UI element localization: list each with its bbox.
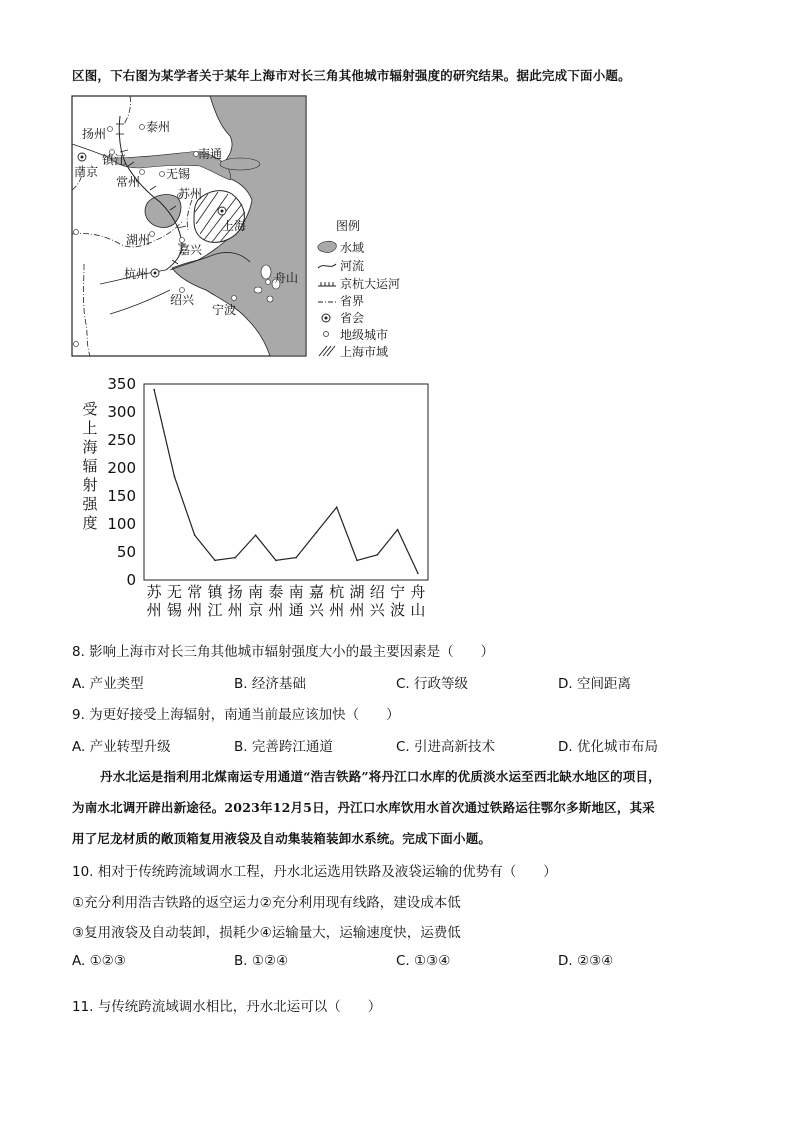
y-tick-label: 150 xyxy=(107,487,136,505)
map-label-jiaxing: 嘉兴 xyxy=(178,243,203,257)
q9-option-a[interactable]: A. 产业转型升级 xyxy=(72,739,171,755)
q10-stem: 10. 相对于传统跨流域调水工程，丹水北运选用铁路及液袋运输的优势有（ ） xyxy=(72,864,557,880)
q11-stem: 11. 与传统跨流域调水相比，丹水北运可以（ ） xyxy=(72,999,382,1015)
y-tick-label: 250 xyxy=(107,431,136,449)
map-label-ningbo: 宁波 xyxy=(212,303,237,317)
legend-river: 河流 xyxy=(340,259,365,273)
q10-option-d[interactable]: D. ②③④ xyxy=(558,953,614,969)
legend-shanghai: 上海市域 xyxy=(340,345,389,358)
radiation-intensity-chart xyxy=(70,378,440,624)
map-label-taizhou: 泰州 xyxy=(146,120,171,134)
q10-option-a[interactable]: A. ①②③ xyxy=(72,953,126,969)
map-label-hangzhou: 杭州 xyxy=(124,267,149,281)
y-tick-label: 0 xyxy=(126,571,136,589)
x-tick-label: 南京 xyxy=(248,583,264,619)
x-tick-label: 泰州 xyxy=(268,583,284,619)
x-tick-label: 南通 xyxy=(288,583,304,619)
series-line xyxy=(154,390,418,574)
intro-text: 区图，下右图为某学者关于某年上海市对长三角其他城市辐射强度的研究结果。据此完成下面小题。 xyxy=(72,68,631,83)
map-label-zhoushan: 舟山 xyxy=(274,271,299,285)
y-label-char: 海 xyxy=(82,438,98,456)
q8-option-d[interactable]: D. 空间距离 xyxy=(558,676,631,692)
x-tick-label: 宁波 xyxy=(390,583,406,619)
x-tick-label: 湖州 xyxy=(349,583,365,619)
q8-option-c[interactable]: C. 行政等级 xyxy=(396,676,469,692)
map-legend xyxy=(318,218,400,358)
legend-water: 水域 xyxy=(340,241,365,255)
map-label-yangzhou: 扬州 xyxy=(82,127,107,141)
x-tick-label: 苏州 xyxy=(146,583,162,619)
map-label-shanghai: 上海 xyxy=(222,219,247,233)
data-point-扬州 xyxy=(234,557,236,559)
q8-stem: 8. 影响上海市对长三角其他城市辐射强度大小的最主要因素是（ ） xyxy=(72,644,495,660)
x-tick-label: 镇江 xyxy=(207,583,223,619)
x-tick-label: 常州 xyxy=(187,583,203,619)
map-label-shaoxing: 绍兴 xyxy=(170,293,195,307)
q8-option-b[interactable]: B. 经济基础 xyxy=(234,676,306,692)
x-tick-label: 舟山 xyxy=(410,583,426,619)
map-label-suzhou: 苏州 xyxy=(178,187,203,201)
q9-stem: 9. 为更好接受上海辐射，南通当前最应该加快（ ） xyxy=(72,707,400,723)
data-point-湖州 xyxy=(356,560,358,562)
y-label-char: 强 xyxy=(82,495,98,513)
y-tick-label: 200 xyxy=(107,459,136,477)
legend-canal: 京杭大运河 xyxy=(340,277,401,291)
map-label-wuxi: 无锡 xyxy=(166,167,191,181)
y-label-char: 辐 xyxy=(82,457,98,475)
y-tick-label: 300 xyxy=(107,403,136,421)
y-label-char: 度 xyxy=(82,514,98,532)
y-tick-label: 50 xyxy=(116,543,136,561)
data-point-镇江 xyxy=(214,560,216,562)
data-point-泰州 xyxy=(275,560,277,562)
q10-item-line-1: ①充分利用浩吉铁路的返空运力②充分利用现有线路，建设成本低 xyxy=(72,895,461,911)
data-point-宁波 xyxy=(397,529,399,531)
passage-line-2: 为南水北调开辟出新途径。2023年12月5日，丹江口水库饮用水首次通过铁路运往鄂尔多斯地区，其采 xyxy=(72,800,655,815)
legend-capital: 省会 xyxy=(340,311,365,325)
data-point-嘉兴 xyxy=(316,532,318,534)
map-label-nanjing: 南京 xyxy=(74,165,99,179)
legend-title: 图例 xyxy=(336,219,361,233)
q8-option-a[interactable]: A. 产业类型 xyxy=(72,676,144,692)
q10-option-c[interactable]: C. ①③④ xyxy=(396,953,451,969)
x-tick-label: 杭州 xyxy=(329,583,345,619)
map-label-huzhou: 湖州 xyxy=(126,233,151,247)
data-point-无锡 xyxy=(174,476,176,478)
x-tick-label: 绍兴 xyxy=(369,583,385,619)
data-point-舟山 xyxy=(417,572,419,574)
yangtze-delta-map xyxy=(70,94,410,358)
data-point-常州 xyxy=(194,534,196,536)
q10-option-b[interactable]: B. ①②④ xyxy=(234,953,289,969)
x-tick-label: 扬州 xyxy=(227,583,243,619)
map-label-nantong: 南通 xyxy=(198,147,223,161)
passage-line-1: 丹水北运是指利用北煤南运专用通道“浩吉铁路”将丹江口水库的优质淡水运至西北缺水地区的项目， xyxy=(100,769,661,784)
y-label-char: 受 xyxy=(82,400,98,418)
q9-option-b[interactable]: B. 完善跨江通道 xyxy=(234,739,333,755)
q9-option-c[interactable]: C. 引进高新技术 xyxy=(396,739,496,755)
data-point-苏州 xyxy=(153,389,155,391)
map-label-zhenjiang: 镇江 xyxy=(102,153,127,167)
y-tick-label: 100 xyxy=(107,515,136,533)
q9-option-d[interactable]: D. 优化城市布局 xyxy=(558,739,658,755)
y-label-char: 上 xyxy=(82,419,98,437)
legend-border: 省界 xyxy=(340,294,365,308)
x-tick-label: 嘉兴 xyxy=(308,583,324,619)
plot-area xyxy=(144,384,428,580)
q10-item-line-2: ③复用液袋及自动装卸，损耗少④运输量大，运输速度快，运费低 xyxy=(72,925,461,941)
data-point-南京 xyxy=(255,534,257,536)
legend-city: 地级城市 xyxy=(340,328,389,342)
data-point-绍兴 xyxy=(376,554,378,556)
y-axis-label xyxy=(82,400,98,532)
data-point-杭州 xyxy=(336,506,338,508)
data-point-南通 xyxy=(295,557,297,559)
x-tick-label: 无锡 xyxy=(166,583,182,619)
passage-line-3: 用了尼龙材质的敞顶箱复用液袋及自动集装箱装卸水系统。完成下面小题。 xyxy=(72,831,492,846)
y-tick-label: 350 xyxy=(107,378,136,393)
map-label-changzhou: 常州 xyxy=(116,175,141,189)
y-label-char: 射 xyxy=(82,476,98,494)
